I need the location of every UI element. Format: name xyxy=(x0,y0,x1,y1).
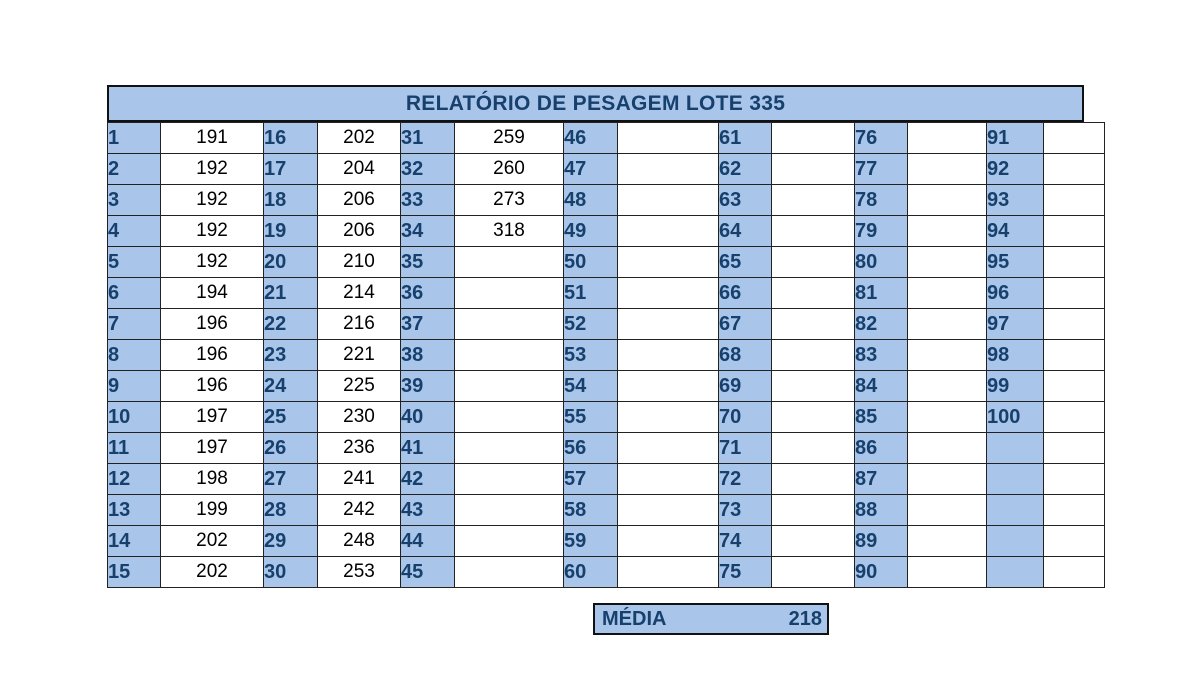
animal-number-cell: 34 xyxy=(401,216,455,247)
weight-cell xyxy=(455,340,564,371)
animal-number-cell: 77 xyxy=(855,154,908,185)
animal-number-cell: 94 xyxy=(987,216,1044,247)
animal-number-cell: 20 xyxy=(264,247,318,278)
animal-number-cell xyxy=(987,433,1044,464)
weight-cell xyxy=(1044,154,1105,185)
weight-cell xyxy=(455,557,564,588)
weight-cell xyxy=(1044,557,1105,588)
animal-number-cell: 32 xyxy=(401,154,455,185)
animal-number-cell: 55 xyxy=(564,402,618,433)
weight-cell: 318 xyxy=(455,216,564,247)
animal-number-cell: 8 xyxy=(108,340,161,371)
weight-cell xyxy=(455,495,564,526)
animal-number-cell: 95 xyxy=(987,247,1044,278)
animal-number-cell: 41 xyxy=(401,433,455,464)
animal-number-cell: 31 xyxy=(401,123,455,154)
weight-cell: 198 xyxy=(161,464,264,495)
animal-number-cell: 84 xyxy=(855,371,908,402)
weight-cell xyxy=(618,309,719,340)
weight-cell xyxy=(1044,278,1105,309)
weight-cell: 216 xyxy=(318,309,401,340)
animal-number-cell: 86 xyxy=(855,433,908,464)
weight-cell xyxy=(908,154,987,185)
animal-number-cell: 1 xyxy=(108,123,161,154)
weight-cell xyxy=(908,123,987,154)
average-box xyxy=(593,603,829,635)
animal-number-cell: 59 xyxy=(564,526,618,557)
weight-cell xyxy=(908,402,987,433)
animal-number-cell: 74 xyxy=(719,526,772,557)
animal-number-cell: 67 xyxy=(719,309,772,340)
weight-cell: 191 xyxy=(161,123,264,154)
weight-cell: 225 xyxy=(318,371,401,402)
weight-cell xyxy=(908,464,987,495)
weight-cell: 202 xyxy=(318,123,401,154)
animal-number-cell: 52 xyxy=(564,309,618,340)
animal-number-cell: 80 xyxy=(855,247,908,278)
animal-number-cell: 88 xyxy=(855,495,908,526)
animal-number-cell: 10 xyxy=(108,402,161,433)
animal-number-cell: 72 xyxy=(719,464,772,495)
weight-cell: 214 xyxy=(318,278,401,309)
animal-number-cell: 89 xyxy=(855,526,908,557)
animal-number-cell: 79 xyxy=(855,216,908,247)
animal-number-cell: 33 xyxy=(401,185,455,216)
animal-number-cell: 70 xyxy=(719,402,772,433)
weight-cell xyxy=(618,371,719,402)
animal-number-cell: 60 xyxy=(564,557,618,588)
animal-number-cell: 96 xyxy=(987,278,1044,309)
weight-cell xyxy=(772,402,855,433)
weight-cell xyxy=(455,402,564,433)
weight-cell xyxy=(772,185,855,216)
animal-number-cell: 28 xyxy=(264,495,318,526)
animal-number-cell: 24 xyxy=(264,371,318,402)
animal-number-cell: 17 xyxy=(264,154,318,185)
weight-cell xyxy=(618,433,719,464)
weight-cell: 260 xyxy=(455,154,564,185)
average-value: 218 xyxy=(788,608,822,630)
weight-cell: 242 xyxy=(318,495,401,526)
weight-cell xyxy=(618,402,719,433)
weight-cell xyxy=(455,247,564,278)
animal-number-cell: 93 xyxy=(987,185,1044,216)
weight-cell xyxy=(618,557,719,588)
weight-cell xyxy=(908,495,987,526)
animal-number-cell: 57 xyxy=(564,464,618,495)
weight-cell: 206 xyxy=(318,216,401,247)
weight-cell xyxy=(772,464,855,495)
weight-cell xyxy=(1044,526,1105,557)
table-row xyxy=(108,402,1105,433)
weight-cell xyxy=(455,278,564,309)
weight-cell: 206 xyxy=(318,185,401,216)
animal-number-cell xyxy=(987,557,1044,588)
weight-cell: 199 xyxy=(161,495,264,526)
animal-number-cell: 62 xyxy=(719,154,772,185)
animal-number-cell: 73 xyxy=(719,495,772,526)
average-label: MÉDIA xyxy=(602,608,667,630)
table-row xyxy=(108,278,1105,309)
animal-number-cell: 4 xyxy=(108,216,161,247)
animal-number-cell: 11 xyxy=(108,433,161,464)
weight-cell xyxy=(772,123,855,154)
animal-number-cell: 26 xyxy=(264,433,318,464)
table-row xyxy=(108,216,1105,247)
weight-cell xyxy=(1044,185,1105,216)
animal-number-cell: 66 xyxy=(719,278,772,309)
weight-cell xyxy=(772,526,855,557)
weight-cell xyxy=(1044,371,1105,402)
animal-number-cell: 82 xyxy=(855,309,908,340)
weight-cell xyxy=(908,340,987,371)
animal-number-cell: 21 xyxy=(264,278,318,309)
weight-cell xyxy=(772,433,855,464)
animal-number-cell: 63 xyxy=(719,185,772,216)
table-row xyxy=(108,371,1105,402)
weight-cell xyxy=(455,526,564,557)
weight-cell xyxy=(618,278,719,309)
animal-number-cell: 13 xyxy=(108,495,161,526)
animal-number-cell: 87 xyxy=(855,464,908,495)
animal-number-cell: 56 xyxy=(564,433,618,464)
report-title: RELATÓRIO DE PESAGEM LOTE 335 xyxy=(107,85,1084,122)
weight-cell xyxy=(455,464,564,495)
animal-number-cell: 43 xyxy=(401,495,455,526)
table-row xyxy=(108,185,1105,216)
table-row xyxy=(108,526,1105,557)
animal-number-cell xyxy=(987,495,1044,526)
weight-cell xyxy=(908,185,987,216)
animal-number-cell: 100 xyxy=(987,402,1044,433)
animal-number-cell xyxy=(987,526,1044,557)
weight-cell: 197 xyxy=(161,402,264,433)
animal-number-cell: 27 xyxy=(264,464,318,495)
weight-cell: 273 xyxy=(455,185,564,216)
animal-number-cell: 61 xyxy=(719,123,772,154)
animal-number-cell: 37 xyxy=(401,309,455,340)
animal-number-cell: 44 xyxy=(401,526,455,557)
weight-cell xyxy=(455,309,564,340)
animal-number-cell: 49 xyxy=(564,216,618,247)
table-row xyxy=(108,464,1105,495)
animal-number-cell: 83 xyxy=(855,340,908,371)
animal-number-cell: 97 xyxy=(987,309,1044,340)
animal-number-cell: 38 xyxy=(401,340,455,371)
weight-cell xyxy=(455,433,564,464)
animal-number-cell: 47 xyxy=(564,154,618,185)
weight-cell xyxy=(908,433,987,464)
animal-number-cell: 40 xyxy=(401,402,455,433)
animal-number-cell: 12 xyxy=(108,464,161,495)
weight-cell xyxy=(772,154,855,185)
animal-number-cell: 30 xyxy=(264,557,318,588)
weight-cell xyxy=(772,278,855,309)
weight-cell: 192 xyxy=(161,247,264,278)
table-row xyxy=(108,495,1105,526)
animal-number-cell: 16 xyxy=(264,123,318,154)
table-row xyxy=(108,557,1105,588)
weight-cell xyxy=(772,557,855,588)
weight-cell xyxy=(1044,123,1105,154)
weighing-report xyxy=(107,85,1084,588)
weight-cell xyxy=(908,371,987,402)
animal-number-cell: 23 xyxy=(264,340,318,371)
weight-cell: 196 xyxy=(161,309,264,340)
animal-number-cell: 90 xyxy=(855,557,908,588)
animal-number-cell: 53 xyxy=(564,340,618,371)
weight-cell xyxy=(908,278,987,309)
weight-cell xyxy=(772,247,855,278)
weights-table xyxy=(107,122,1105,588)
animal-number-cell: 42 xyxy=(401,464,455,495)
animal-number-cell: 9 xyxy=(108,371,161,402)
weight-cell xyxy=(908,526,987,557)
animal-number-cell: 18 xyxy=(264,185,318,216)
weight-cell xyxy=(1044,309,1105,340)
weight-cell: 192 xyxy=(161,216,264,247)
weight-cell: 192 xyxy=(161,185,264,216)
animal-number-cell: 29 xyxy=(264,526,318,557)
weight-cell: 221 xyxy=(318,340,401,371)
animal-number-cell: 39 xyxy=(401,371,455,402)
weight-cell: 202 xyxy=(161,526,264,557)
animal-number-cell: 25 xyxy=(264,402,318,433)
weight-cell: 202 xyxy=(161,557,264,588)
animal-number-cell: 3 xyxy=(108,185,161,216)
weight-cell: 248 xyxy=(318,526,401,557)
weight-cell xyxy=(1044,340,1105,371)
weight-cell: 192 xyxy=(161,154,264,185)
animal-number-cell: 2 xyxy=(108,154,161,185)
animal-number-cell: 46 xyxy=(564,123,618,154)
animal-number-cell: 76 xyxy=(855,123,908,154)
weight-cell xyxy=(618,185,719,216)
animal-number-cell: 6 xyxy=(108,278,161,309)
weight-cell xyxy=(1044,495,1105,526)
weight-cell: 196 xyxy=(161,340,264,371)
animal-number-cell: 45 xyxy=(401,557,455,588)
weight-cell xyxy=(618,495,719,526)
weight-cell xyxy=(1044,464,1105,495)
animal-number-cell: 51 xyxy=(564,278,618,309)
weight-cell xyxy=(1044,247,1105,278)
animal-number-cell: 75 xyxy=(719,557,772,588)
animal-number-cell: 69 xyxy=(719,371,772,402)
weight-cell xyxy=(908,557,987,588)
weight-cell xyxy=(908,309,987,340)
weight-cell xyxy=(618,340,719,371)
weight-cell xyxy=(772,371,855,402)
animal-number-cell: 36 xyxy=(401,278,455,309)
weight-cell xyxy=(455,371,564,402)
weight-cell xyxy=(1044,433,1105,464)
weight-cell xyxy=(618,526,719,557)
weight-cell xyxy=(772,340,855,371)
animal-number-cell: 99 xyxy=(987,371,1044,402)
animal-number-cell: 58 xyxy=(564,495,618,526)
animal-number-cell: 81 xyxy=(855,278,908,309)
table-row xyxy=(108,154,1105,185)
weight-cell: 196 xyxy=(161,371,264,402)
weight-cell xyxy=(618,247,719,278)
table-row xyxy=(108,340,1105,371)
animal-number-cell: 7 xyxy=(108,309,161,340)
weight-cell xyxy=(908,247,987,278)
animal-number-cell: 22 xyxy=(264,309,318,340)
weight-cell xyxy=(618,123,719,154)
weight-cell: 230 xyxy=(318,402,401,433)
animal-number-cell: 92 xyxy=(987,154,1044,185)
weight-cell xyxy=(908,216,987,247)
animal-number-cell xyxy=(987,464,1044,495)
weight-cell xyxy=(618,464,719,495)
animal-number-cell: 19 xyxy=(264,216,318,247)
animal-number-cell: 68 xyxy=(719,340,772,371)
table-row xyxy=(108,309,1105,340)
animal-number-cell: 71 xyxy=(719,433,772,464)
weight-cell: 204 xyxy=(318,154,401,185)
animal-number-cell: 98 xyxy=(987,340,1044,371)
animal-number-cell: 91 xyxy=(987,123,1044,154)
animal-number-cell: 85 xyxy=(855,402,908,433)
animal-number-cell: 64 xyxy=(719,216,772,247)
weight-cell: 241 xyxy=(318,464,401,495)
animal-number-cell: 54 xyxy=(564,371,618,402)
animal-number-cell: 65 xyxy=(719,247,772,278)
weight-cell: 259 xyxy=(455,123,564,154)
table-row xyxy=(108,247,1105,278)
animal-number-cell: 78 xyxy=(855,185,908,216)
weight-cell: 210 xyxy=(318,247,401,278)
weight-cell: 236 xyxy=(318,433,401,464)
animal-number-cell: 5 xyxy=(108,247,161,278)
weight-cell xyxy=(1044,216,1105,247)
animal-number-cell: 48 xyxy=(564,185,618,216)
weight-cell xyxy=(772,495,855,526)
table-row xyxy=(108,433,1105,464)
weight-cell xyxy=(772,309,855,340)
weight-cell xyxy=(618,216,719,247)
animal-number-cell: 14 xyxy=(108,526,161,557)
animal-number-cell: 50 xyxy=(564,247,618,278)
animal-number-cell: 15 xyxy=(108,557,161,588)
table-row xyxy=(108,123,1105,154)
animal-number-cell: 35 xyxy=(401,247,455,278)
weight-cell: 253 xyxy=(318,557,401,588)
weight-cell xyxy=(618,154,719,185)
weight-cell: 197 xyxy=(161,433,264,464)
weight-cell xyxy=(772,216,855,247)
weight-cell: 194 xyxy=(161,278,264,309)
weight-cell xyxy=(1044,402,1105,433)
